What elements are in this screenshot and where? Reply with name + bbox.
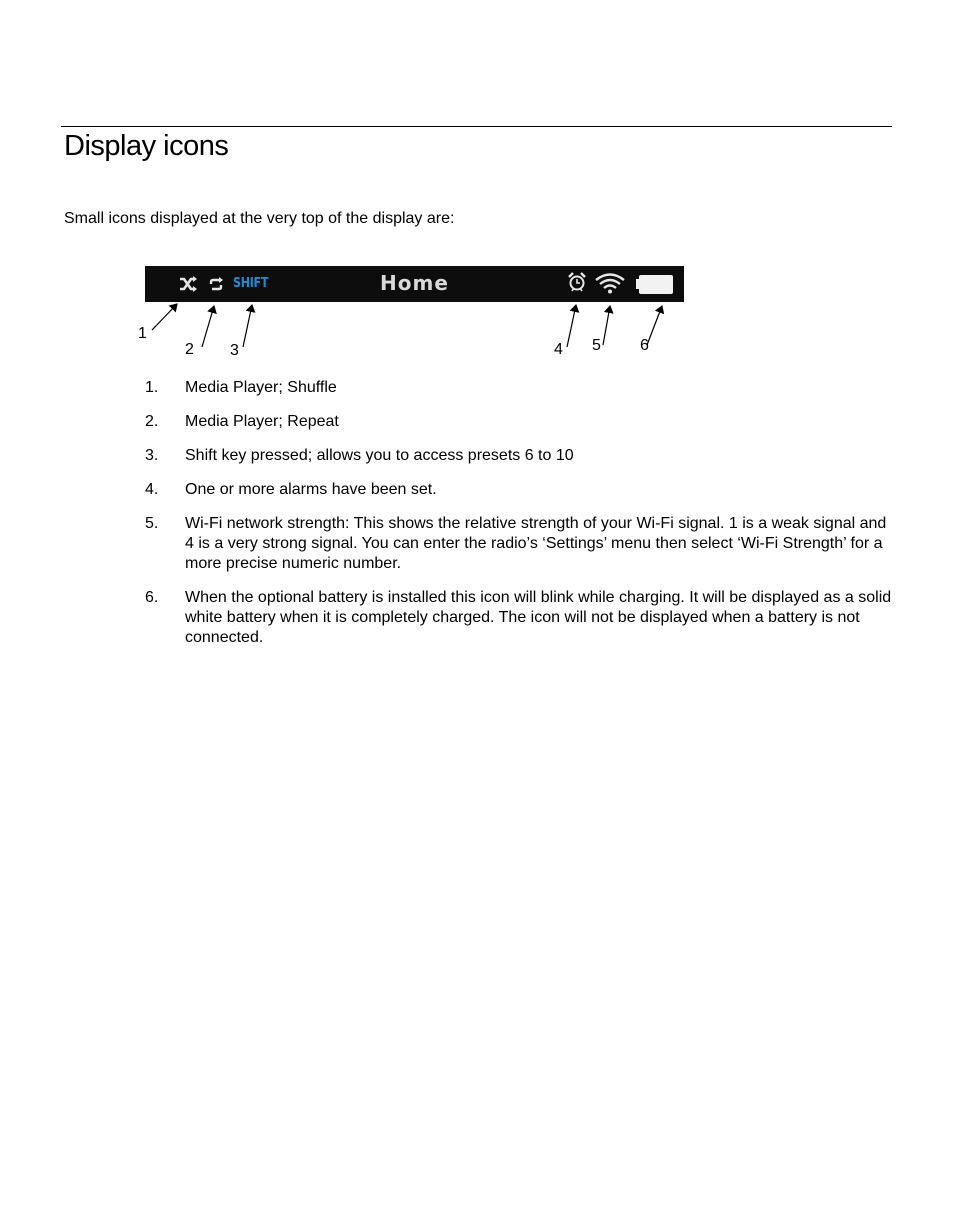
- list-number: 4.: [145, 481, 159, 498]
- list-item: [0, 378, 954, 398]
- icon-description-list: [0, 378, 954, 662]
- page-title: Display icons: [64, 130, 229, 162]
- list-item: [0, 514, 954, 574]
- list-text: One or more alarms have been set.: [185, 481, 437, 498]
- callout-arrow-5: [603, 306, 610, 345]
- callout-number: 1: [138, 325, 147, 342]
- list-number: 6.: [145, 589, 159, 606]
- callout-number: 5: [592, 337, 601, 354]
- list-item: [0, 446, 954, 466]
- callout-number: 2: [185, 341, 194, 358]
- callout-number: 4: [554, 341, 563, 358]
- shift-indicator: SHIFT: [233, 276, 269, 291]
- list-item: [0, 588, 954, 648]
- callout-arrow-3: [243, 305, 252, 347]
- list-text: Wi-Fi network strength: This shows the relative strength of your Wi-Fi signal. 1 is a weak signal and 4 is a very strong signal. You can enter the radio’s ‘Settings’ menu then select ‘Wi-Fi Strength’ for a more precise numeric number.: [185, 515, 887, 572]
- status-bar-figure: [130, 260, 700, 370]
- callout-number: 3: [230, 342, 239, 359]
- intro-text: Small icons displayed at the very top of the display are:: [64, 210, 455, 227]
- section-rule: [61, 126, 892, 127]
- callout-arrow-6: [647, 306, 662, 345]
- list-item: [0, 412, 954, 432]
- list-text: Shift key pressed; allows you to access presets 6 to 10: [185, 447, 574, 464]
- list-text: Media Player; Shuffle: [185, 379, 337, 396]
- list-number: 2.: [145, 413, 159, 430]
- callout-number: 6: [640, 337, 649, 354]
- home-title: Home: [380, 271, 449, 295]
- list-number: 1.: [145, 379, 159, 396]
- list-text: Media Player; Repeat: [185, 413, 339, 430]
- list-number: 3.: [145, 447, 159, 464]
- callout-arrow-4: [567, 305, 576, 347]
- callout-arrows: [130, 260, 700, 370]
- callout-arrow-1: [152, 304, 177, 330]
- list-number: 5.: [145, 515, 159, 532]
- list-text: When the optional battery is installed this icon will blink while charging. It will be displayed as a solid white battery when it is completely charged. The icon will not be displayed when a battery is not connected.: [185, 589, 892, 646]
- callout-arrow-2: [202, 306, 214, 347]
- list-item: [0, 480, 954, 500]
